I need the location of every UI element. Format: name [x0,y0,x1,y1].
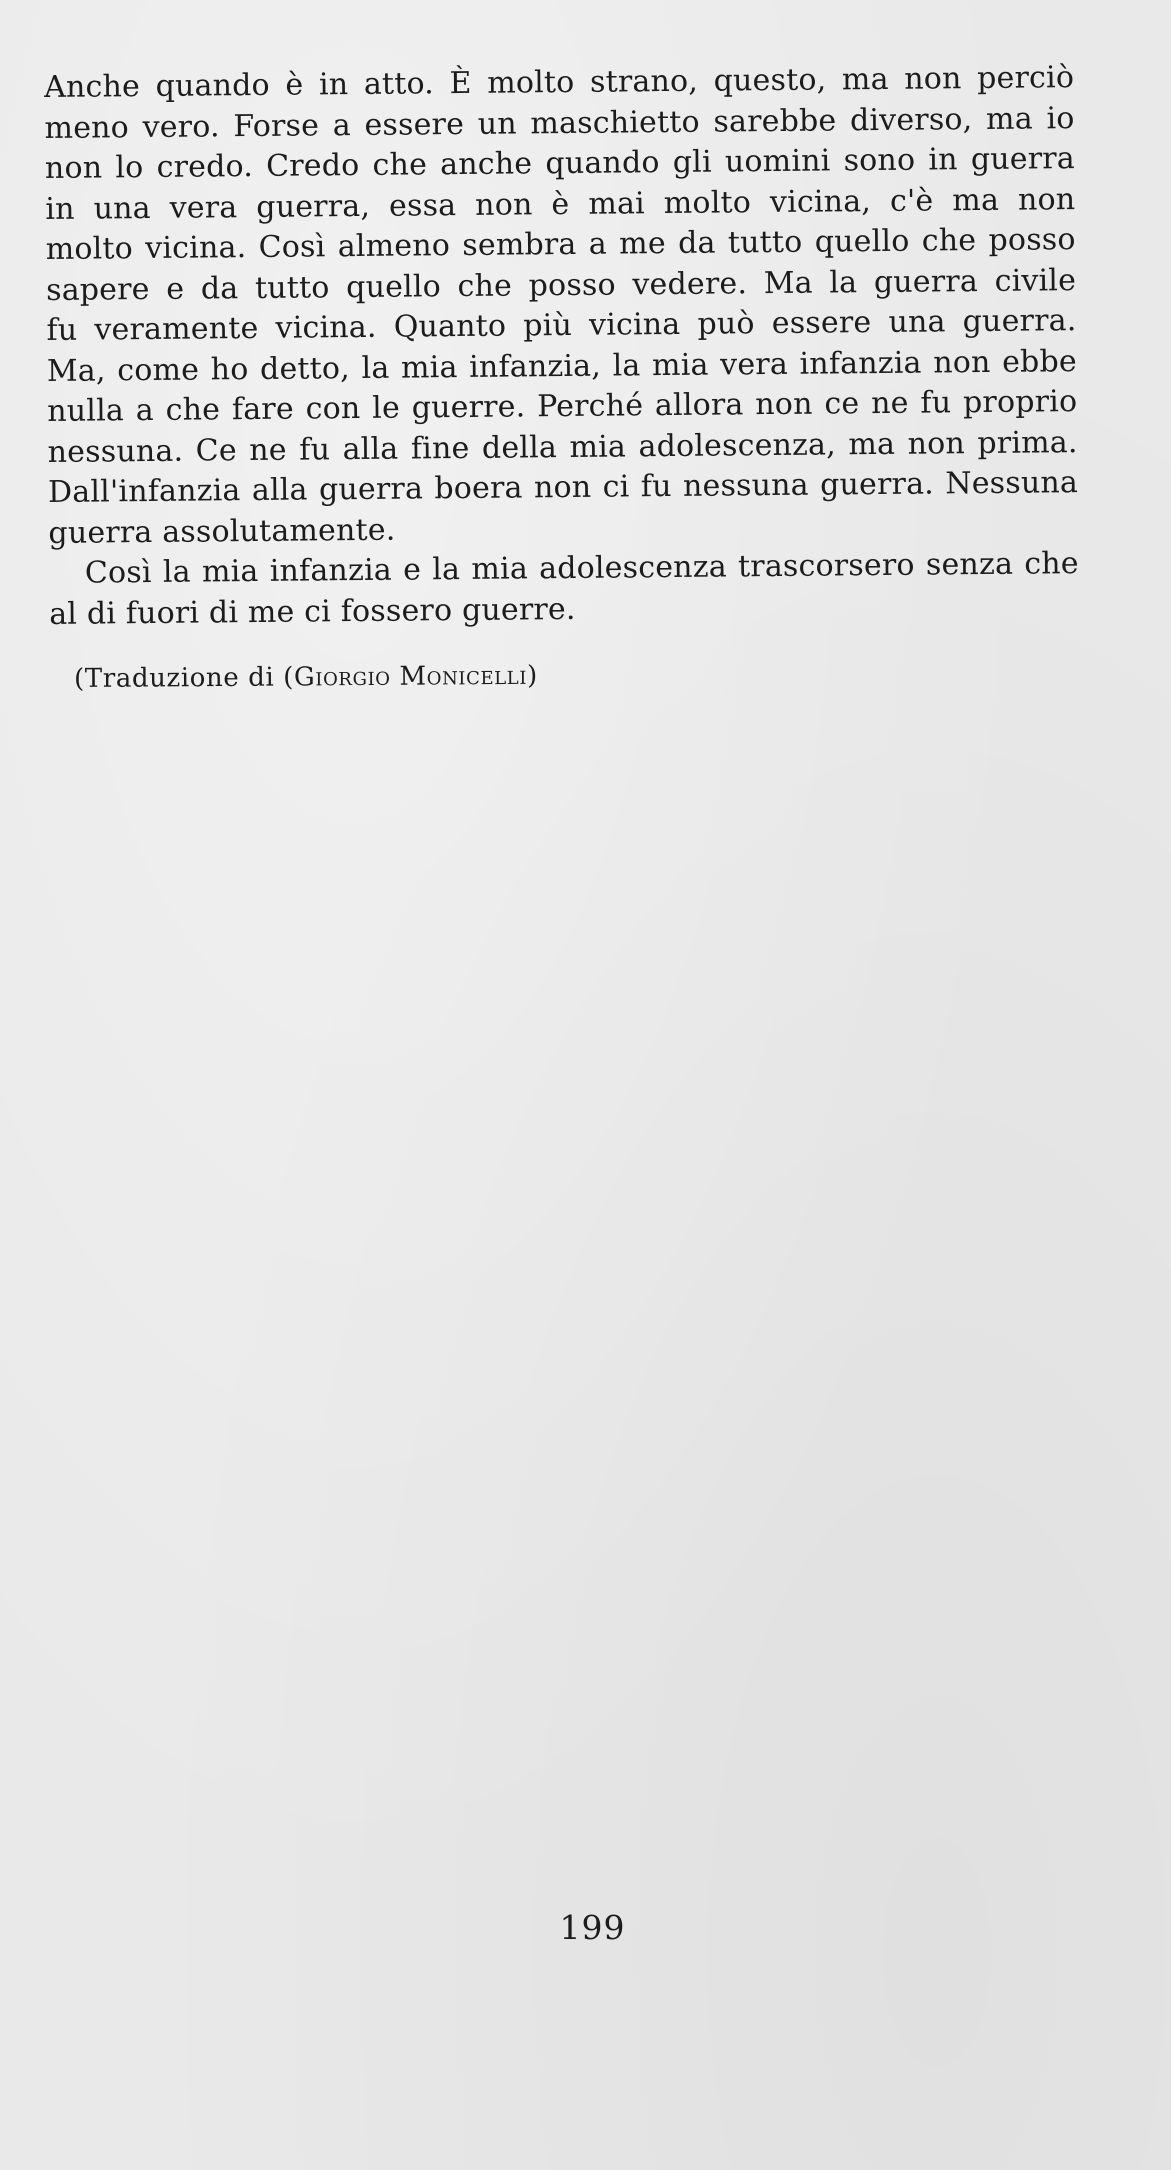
text-line: non lo credo. Credo che anche quando gli uomini sono in guerra [44,141,1076,186]
text-line: molto vicina. Così almeno sembra a me da tutto quello che posso [45,222,1076,267]
body-text [44,58,1079,635]
text-line: Così la mia infanzia e la mia adolescenza trascorsero senza che [84,546,1079,591]
text-line: in una vera guerra, essa non è mai molto vicina, c'è ma non [45,181,1076,227]
credit-prefix: (Traduzione di ( [74,662,295,694]
translator-name: Giorgio Monicelli [293,660,528,693]
text-line: meno vero. Forse a essere un maschietto sarebbe diverso, ma io [44,100,1075,146]
credit-suffix: ) [526,660,538,691]
translation-credit [74,661,538,694]
text-line: Anche quando è in atto. È molto strano, questo, ma non perciò [44,60,1075,105]
text-line: Ma, come ho detto, la mia infanzia, la mia vera infanzia non ebbe [46,343,1078,389]
text-line: nulla a che fare con le guerre. Perché allora non ce ne fu proprio [47,384,1078,429]
text-line: guerra assolutamente. [48,512,396,551]
text-line: Dall'infanzia alla guerra boera non ci fu nessuna guerra. Nessuna [47,465,1079,510]
text-line: nessuna. Ce ne fu alla fine della mia adolescenza, ma non prima. [47,424,1078,470]
text-line: sapere e da tutto quello che posso vedere. Ma la guerra civile [45,262,1077,308]
text-line: fu veramente vicina. Quanto più vicina può essere una guerra. [46,303,1077,348]
page-number: 199 [559,1908,626,1947]
text-line: al di fuori di me ci fossero guerre. [49,591,576,632]
